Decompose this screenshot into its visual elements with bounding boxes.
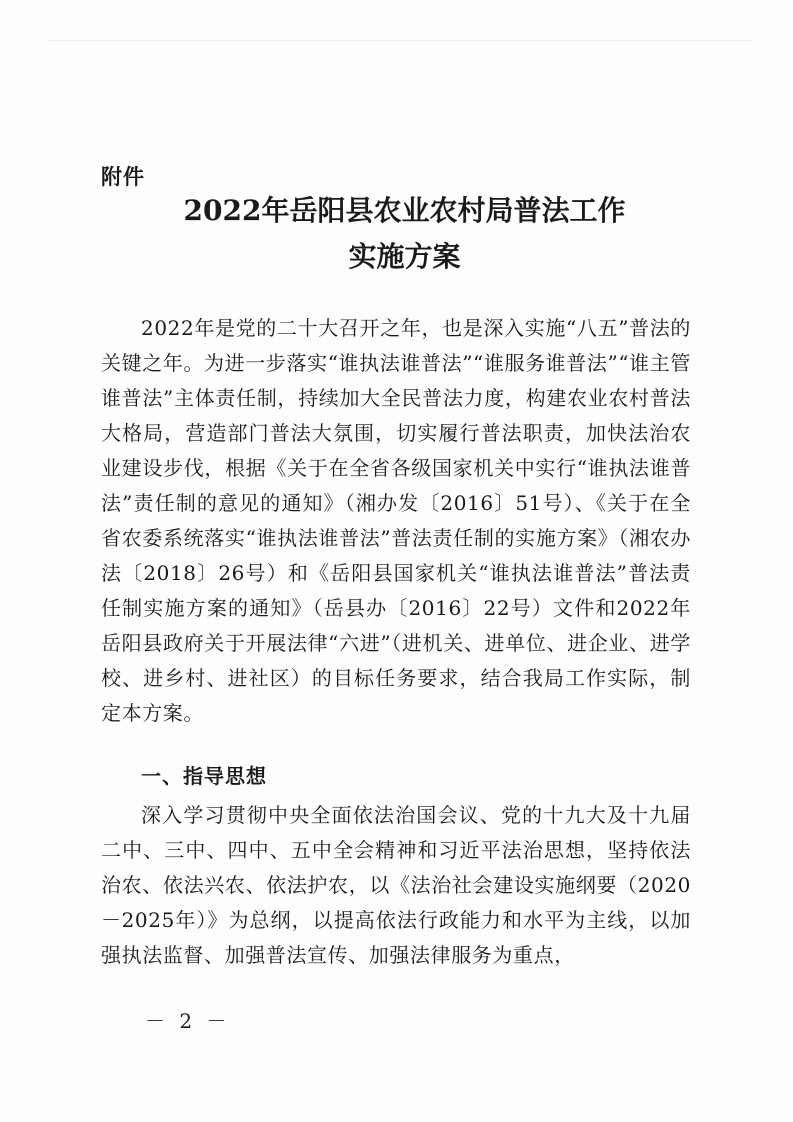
top-divider (48, 40, 753, 41)
section1-paragraph: 深入学习贯彻中央全面依法治国会议、党的十九大及十九届二中、三中、四中、五中全会精神和习近平法治思想，坚持依法治农、依法兴农、依法护农，以《法治社会建设实施纲要（2020－2025年）》为总纲，以提高依法行政能力和水平为主线，以加强执法监督、加强普法宣传、加强法律服务为重点， (101, 803, 691, 967)
page-number: － 2 － (145, 1009, 231, 1033)
section-heading-guiding-ideology: 一、指导思想 (141, 764, 267, 788)
intro-paragraph-block (101, 311, 691, 731)
document-title-line-2: 实施方案 (348, 240, 461, 273)
attachment-label: 附件 (101, 165, 145, 189)
section1-paragraph-block (101, 798, 691, 973)
document-title-line-1: 2022年岳阳县农业农村局普法工作 (183, 194, 626, 227)
intro-paragraph: 2022年是党的二十大召开之年，也是深入实施“八五”普法的关键之年。为进一步落实“谁执法谁普法”“谁服务谁普法”“谁主管谁普法”主体责任制，持续加大全民普法力度，构建农业农村普法大格局，营造部门普法大氛围，切实履行普法职责，加快法治农业建设步伐，根据《关于在全省各级国家机关中实行“谁执法谁普法”责任制的意见的通知》（湘办发〔2016〕51号）、《关于在全省农委系统落实“谁执法谁普法”普法责任制的实施方案》（湘农办法〔2018〕26号）和《岳阳县国家机关“谁执法谁普法”普法责任制实施方案的通知》（岳县办〔2016〕22号）文件和2022年岳阳县政府关于开展法律“六进”（进机关、进单位、进企业、进学校、进乡村、进社区）的目标任务要求，结合我局工作实际，制定本方案。 (101, 316, 691, 725)
